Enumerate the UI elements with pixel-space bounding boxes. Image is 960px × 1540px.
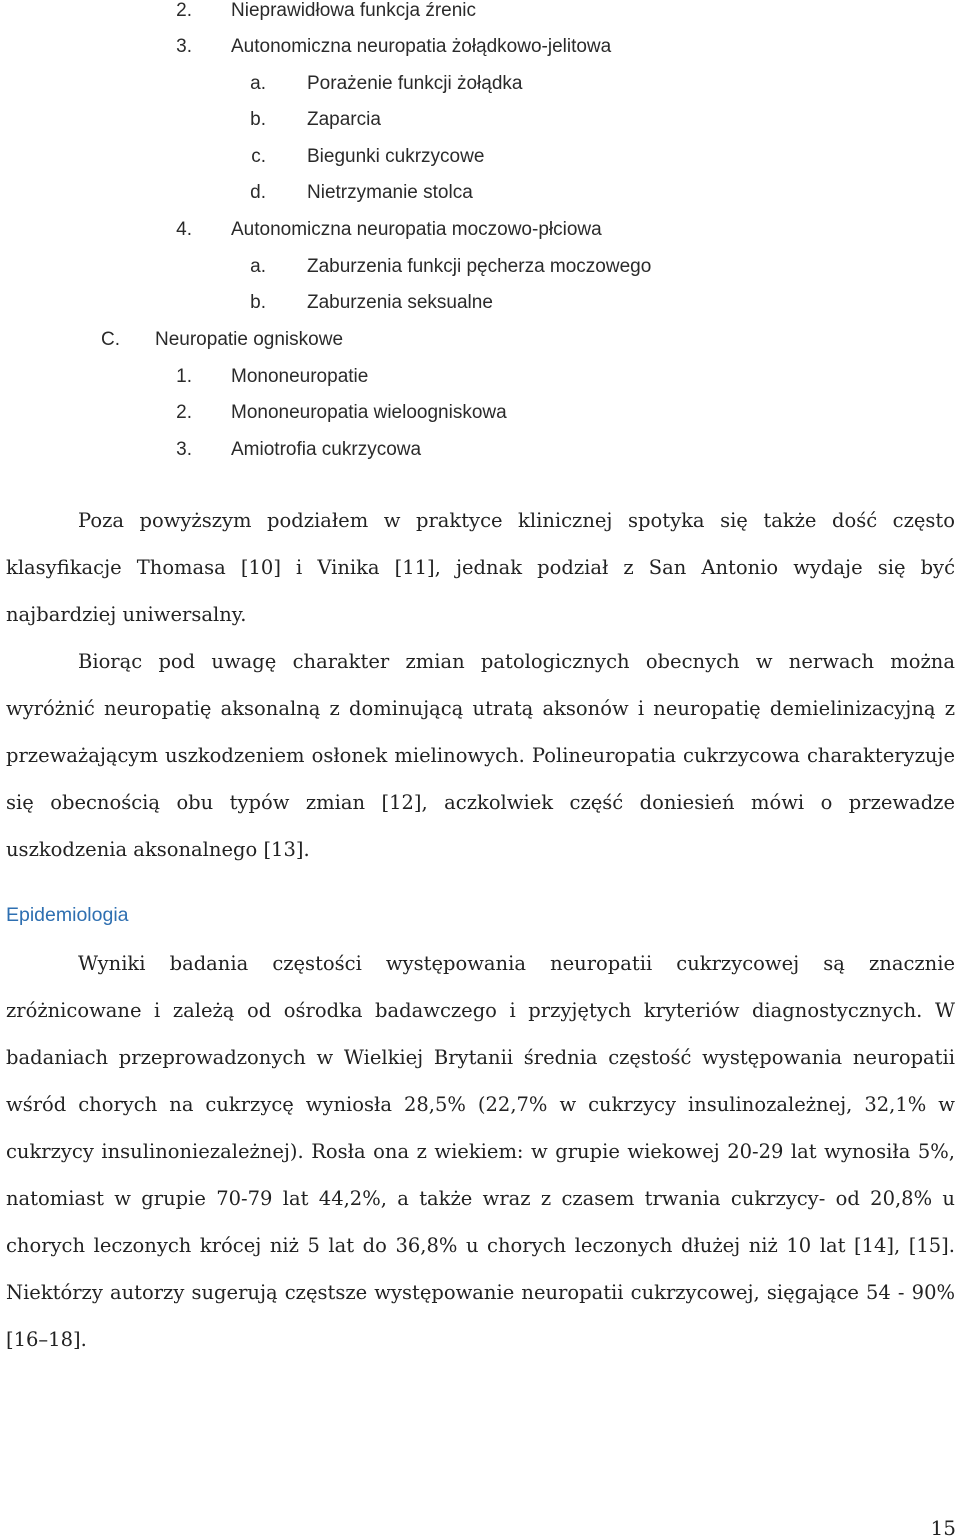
paragraph-pathology: Biorąc pod uwagę charakter zmian patologicznych obecnych w nerwach można wyróżnić neuropatię aksonalną z dominującą utratą aksonów i neuropatię demielinizacyjną z przeważającym uszkodzeniem osłonek mielinowych. Polineuropatia cukrzycowa charakteryzuje się obecnością obu typów zmian [12], aczkolwiek część doniesień mówi o przewadze uszkodzenia aksonalnego [13]. [6, 650, 955, 861]
page-number: 15 [930, 1516, 956, 1540]
outline-text: Autonomiczna neuropatia żołądkowo-jelitowa [231, 36, 612, 57]
section-heading: Epidemiologia [6, 904, 129, 926]
outline-text: Nieprawidłowa funkcja źrenic [231, 0, 476, 21]
paragraph-epidemiology: Wyniki badania częstości występowania neuropatii cukrzycowej są znacznie zróżnicowane i zależą od ośrodka badawczego i przyjętych kryteriów diagnostycznych. W badaniach przeprowadzonych w Wielkiej Brytanii średnia częstość występowania neuropatii wśród chorych na cukrzycę wyniosła 28,5% (22,7% w cukrzycy insulinozależnej, 32,1% w cukrzycy insulinoniezależnej). Rosła ona z wiekiem: w grupie wiekowej 20-29 lat wynosiła 5%, natomiast w grupie 70-79 lat 44,2%, a także wraz z czasem trwania cukrzycy- od 20,8% u chorych leczonych krócej niż 5 lat do 36,8% u chorych leczonych dłużej niż 10 lat [14], [15]. Niektórzy autorzy sugerują częstsze występowanie neuropatii cukrzycowej, sięgające 54 - 90% [16–18]. [6, 952, 955, 1351]
outline-marker: 3. [176, 36, 192, 57]
outline-text: Autonomiczna neuropatia moczowo-płciowa [231, 219, 602, 240]
outline-marker: 2. [176, 402, 192, 423]
outline-marker: b. [250, 292, 266, 313]
outline-text: Neuropatie ogniskowe [155, 329, 344, 350]
outline-marker: 4. [176, 219, 192, 240]
outline-text: Porażenie funkcji żołądka [307, 73, 523, 94]
outline-text: Mononeuropatie [231, 366, 369, 387]
outline-marker: 1. [176, 366, 192, 387]
outline-marker: d. [250, 182, 266, 203]
paragraph-classifications: Poza powyższym podziałem w praktyce klinicznej spotyka się także dość często klasyfikacje Thomasa [10] i Vinika [11], jednak podział z San Antonio wydaje się być najbardziej uniwersalny. [6, 509, 955, 626]
outline-marker: a. [250, 73, 266, 94]
outline-text: Mononeuropatia wieloogniskowa [231, 402, 507, 423]
outline-marker: 2. [176, 0, 192, 21]
outline-text: Nietrzymanie stolca [307, 182, 473, 203]
outline-marker: C. [101, 329, 120, 350]
outline-marker: 3. [176, 439, 192, 460]
outline-text: Zaburzenia seksualne [307, 292, 493, 313]
outline-marker: a. [250, 256, 266, 277]
outline-text: Amiotrofia cukrzycowa [231, 439, 422, 460]
outline-marker: b. [250, 109, 266, 130]
outline-text: Biegunki cukrzycowe [307, 146, 485, 167]
outline-marker: c. [251, 146, 266, 167]
outline-text: Zaburzenia funkcji pęcherza moczowego [307, 256, 652, 277]
outline-text: Zaparcia [307, 109, 381, 130]
